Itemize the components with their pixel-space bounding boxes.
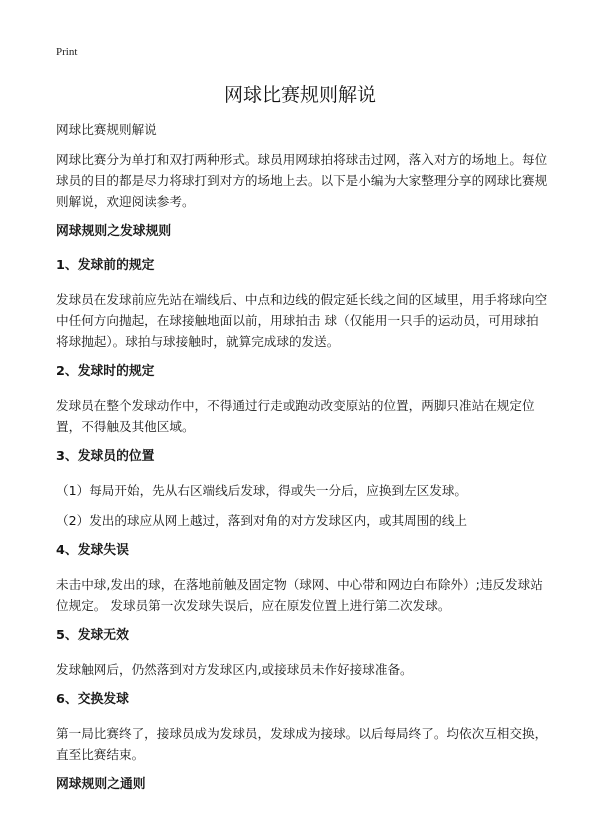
section-heading-serve: 网球规则之发球规则 <box>56 224 172 239</box>
rule-heading-3: 3、发球员的位置 <box>56 449 155 464</box>
rule-heading-2: 2、发球时的规定 <box>56 364 155 379</box>
rule-text-3b: （2）发出的球应从网上越过，落到对角的对方发球区内，或其周围的线上 <box>56 513 468 528</box>
article-body <box>56 119 550 808</box>
section-heading-general: 网球规则之通则 <box>56 777 146 792</box>
rule-text-1: 发球员在发球前应先站在端线后、中点和边线的假定延长线之间的区域里，用手将球向空中任何方向抛起，在球接触地面以前，用球拍击 球（仅能用一只手的运动员，可用球拍将球抛起）。球拍与球接触时，就算完成球的发送。 <box>56 292 548 349</box>
rule-heading-1: 1、发球前的规定 <box>56 258 155 273</box>
rule-text-4: 未击中球,发出的球，在落地前触及固定物（球网、中心带和网边白布除外）;违反发球站位规定。 发球员第一次发球失误后，应在原发位置上进行第二次发球。 <box>56 577 543 613</box>
print-label: Print <box>56 46 78 58</box>
rule-text-3a: （1）每局开始，先从右区端线后发球，得或失一分后，应换到左区发球。 <box>56 483 468 498</box>
intro-paragraph: 网球比赛分为单打和双打两种形式。球员用网球拍将球击过网，落入对方的场地上。每位球员的目的都是尽力将球打到对方的场地上去。以下是小编为大家整理分享的网球比赛规则解说，欢迎阅读参考。 <box>56 152 548 209</box>
rule-heading-5: 5、发球无效 <box>56 628 129 643</box>
rule-text-6: 第一局比赛终了，接球员成为发球员，发球成为接球。以后每局终了。均依次互相交换，直至比赛结束。 <box>56 726 548 762</box>
rule-heading-4: 4、发球失误 <box>56 543 129 558</box>
rule-heading-6: 6、交换发球 <box>56 692 129 707</box>
article-subtitle: 网球比赛规则解说 <box>56 122 157 137</box>
rule-text-2: 发球员在整个发球动作中，不得通过行走或跑动改变原站的位置，两脚只准站在规定位置，不得触及其他区域。 <box>56 398 535 434</box>
page-title: 网球比赛规则解说 <box>223 84 376 106</box>
rule-text-5: 发球触网后，仍然落到对方发球区内,或接球员未作好接球准备。 <box>56 662 413 677</box>
